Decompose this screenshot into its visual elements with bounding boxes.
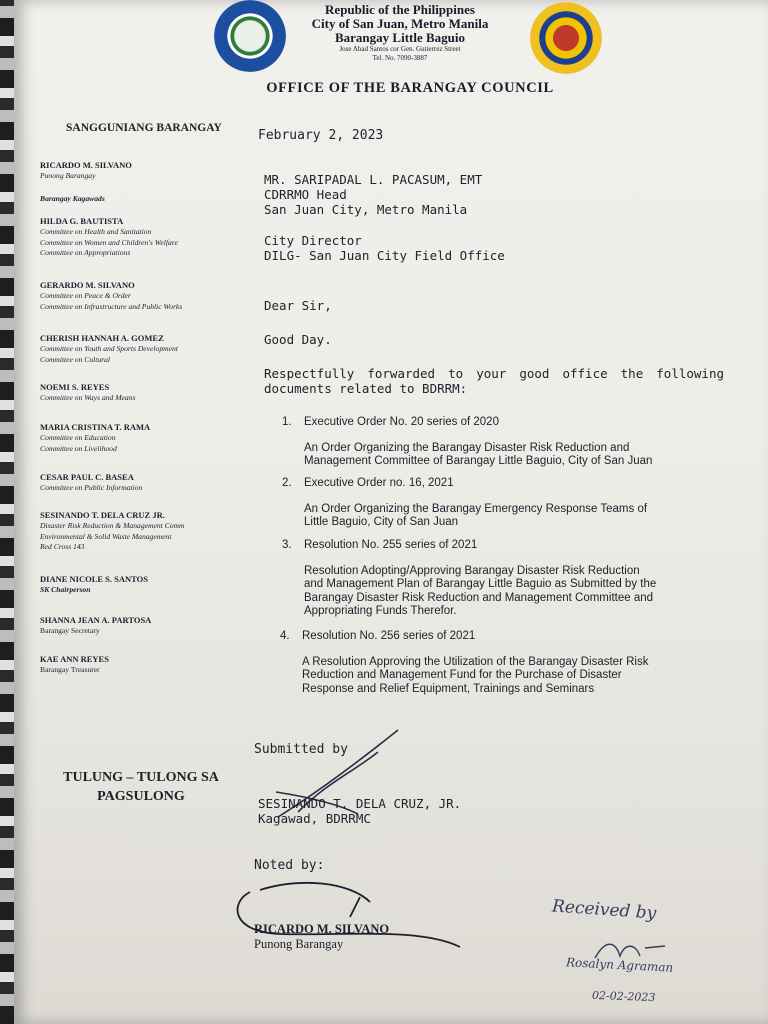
member-role: Committee on Appropriations — [40, 248, 131, 257]
recipient-line: City Director — [264, 233, 362, 248]
member-role: Disaster Risk Reduction & Management Comm — [40, 521, 185, 530]
letter-paper — [14, 0, 768, 1024]
member-name: RICARDO M. SILVANO — [40, 160, 132, 170]
member-role: Committee on Health and Sanitation — [40, 227, 152, 236]
member-entry — [40, 510, 184, 553]
recipient-block-2 — [264, 233, 505, 263]
intro-line: documents related to BDRRM: — [264, 381, 468, 396]
member-role: SK Chairperson — [40, 585, 91, 594]
item-desc-line: Barangay Disaster Risk Reduction and Management Committee and — [304, 591, 654, 604]
item-desc-line: An Order Organizing the Barangay Disaster Risk Reduction and — [304, 441, 630, 454]
republic-line: Republic of the Philippines — [325, 2, 475, 17]
member-role: Red Cross 143 — [40, 542, 85, 551]
item-title: Executive Order No. 20 series of 2020 — [304, 416, 499, 428]
item-number: 3. — [282, 539, 292, 551]
member-name: NOEMI S. REYES — [40, 382, 110, 392]
motto-line: PAGSULONG — [97, 789, 185, 804]
tel-line: Tel. No. 7090-3887 — [372, 54, 428, 62]
member-entry — [40, 615, 151, 637]
item-desc-line: Response and Relief Equipment, Trainings and Seminars — [302, 682, 595, 695]
motto-line: TULUNG – TULONG SA — [63, 770, 219, 785]
member-role: Barangay Treasurer — [40, 665, 100, 674]
submitter-title: Kagawad, BDRRMC — [258, 811, 371, 826]
recipient-line: San Juan City, Metro Manila — [264, 202, 468, 217]
recipient-block-1 — [264, 172, 482, 217]
member-name: KAE ANN REYES — [40, 654, 109, 664]
item-title: Executive Order no. 16, 2021 — [304, 477, 454, 489]
item-desc-line: A Resolution Approving the Utilization of the Barangay Disaster Risk — [302, 655, 649, 668]
item-desc-line: Appropriating Funds Therefor. — [304, 605, 457, 617]
member-entry — [40, 333, 178, 365]
member-entry — [40, 160, 132, 182]
member-name: DIANE NICOLE S. SANTOS — [40, 574, 149, 584]
item-desc-line: Reduction and Management Fund for the Purchase of Disaster — [302, 669, 622, 681]
intro-line: Respectfully forwarded to your good office the following — [264, 366, 724, 381]
member-entry — [40, 382, 135, 404]
member-role: Committee on Livelihood — [40, 443, 117, 453]
address-line: Jose Abad Santos cor Gen. Gutierrez Street — [339, 45, 461, 53]
letter-date: February 2, 2023 — [258, 128, 384, 143]
barangay-motto — [36, 768, 246, 806]
item-desc-line: and Management Plan of Barangay Little Baguio as Submitted by the — [304, 578, 657, 590]
document-item — [282, 539, 732, 619]
council-title: SANGGUNIANG BARANGAY — [66, 122, 222, 134]
item-desc-line: Management Committee of Barangay Little Baguio, City of San Juan — [304, 455, 653, 467]
member-entry — [40, 280, 182, 312]
member-role: Committee on Public Information — [40, 483, 143, 492]
member-entry — [40, 194, 105, 205]
member-name: CHERISH HANNAH A. GOMEZ — [40, 333, 164, 343]
noted-by-label: Noted by: — [254, 858, 325, 873]
member-role: Committee on Education — [40, 433, 116, 442]
intro-paragraph — [264, 366, 724, 396]
item-number: 1. — [282, 416, 292, 428]
document-item — [282, 477, 732, 530]
barangay-line: Barangay Little Baguio — [334, 30, 465, 45]
item-number: 2. — [282, 477, 292, 489]
member-role: Punong Barangay — [40, 171, 96, 180]
received-date: 02-02-2023 — [591, 988, 656, 1005]
member-entry — [40, 472, 142, 494]
recipient-line: MR. SARIPADAL L. PACASUM, EMT — [264, 172, 483, 187]
member-role: Committee on Ways and Means — [40, 393, 136, 402]
letterhead — [250, 2, 550, 63]
received-by-name: Rosalyn Agraman — [565, 955, 674, 975]
document-item — [280, 630, 730, 696]
member-role: Environmental & Solid Waste Management — [40, 531, 172, 541]
member-role: Barangay Kagawads — [40, 194, 105, 203]
recipient-line: DILG- San Juan City Field Office — [264, 248, 505, 263]
submitter-block — [258, 796, 461, 826]
member-role: Committee on Infrastructure and Public Works — [40, 301, 183, 311]
member-name: SESINANDO T. DELA CRUZ JR. — [40, 510, 165, 520]
member-name: CESAR PAUL C. BASEA — [40, 472, 134, 482]
member-entry — [40, 574, 148, 596]
noter-name: RICARDO M. SILVANO — [254, 922, 390, 936]
member-role: Barangay Secretary — [40, 626, 100, 635]
item-title: Resolution No. 256 series of 2021 — [302, 630, 476, 642]
office-title: OFFICE OF THE BARANGAY COUNCIL — [266, 80, 554, 96]
greeting: Good Day. — [264, 332, 332, 347]
noter-block — [254, 922, 389, 952]
member-name: HILDA G. BAUTISTA — [40, 216, 124, 226]
member-name: MARIA CRISTINA T. RAMA — [40, 422, 151, 432]
document-item — [282, 416, 732, 469]
member-name: SHANNA JEAN A. PARTOSA — [40, 615, 152, 625]
city-line: City of San Juan, Metro Manila — [311, 16, 489, 31]
item-desc-line: Little Baguio, City of San Juan — [304, 516, 459, 528]
member-name: GERARDO M. SILVANO — [40, 280, 135, 290]
member-role: Committee on Peace & Order — [40, 291, 131, 300]
received-by-label: Received by — [551, 896, 657, 924]
member-entry — [40, 654, 109, 676]
recipient-line: CDRRMO Head — [264, 187, 347, 202]
member-role: Committee on Women and Children's Welfare — [40, 237, 178, 247]
noter-title: Punong Barangay — [254, 937, 344, 951]
item-title: Resolution No. 255 series of 2021 — [304, 539, 478, 551]
member-role: Committee on Youth and Sports Development — [40, 344, 178, 353]
item-number: 4. — [280, 630, 290, 642]
item-desc-line: An Order Organizing the Barangay Emergency Response Teams of — [304, 502, 648, 515]
member-entry — [40, 216, 178, 259]
item-desc-line: Resolution Adopting/Approving Barangay Disaster Risk Reduction — [304, 564, 640, 577]
submitter-name: SESINANDO T. DELA CRUZ, JR. — [258, 796, 462, 811]
member-role: Committee on Cultural — [40, 354, 111, 364]
submitted-by-label: Submitted by — [254, 742, 348, 757]
salutation: Dear Sir, — [264, 298, 332, 313]
member-entry — [40, 422, 150, 454]
